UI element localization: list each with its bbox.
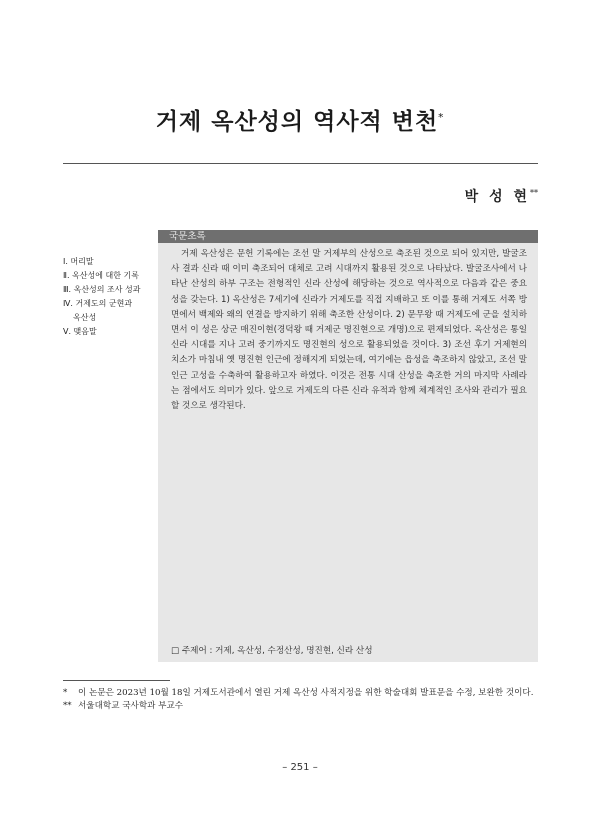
- toc-item-4-continued: 옥산성: [73, 313, 97, 322]
- abstract-heading: 국문초록: [158, 230, 538, 243]
- paper-title: [0, 103, 600, 136]
- abstract-box: [158, 230, 538, 662]
- footnote-divider: [63, 680, 170, 681]
- footnote-1: [63, 687, 539, 700]
- page-number: – 251 –: [282, 762, 318, 773]
- table-of-contents: [63, 255, 159, 339]
- toc-item-1: Ⅰ. 머리말: [63, 257, 94, 266]
- author-footnote-mark: **: [530, 188, 538, 198]
- keywords: □ 주제어 : 거제, 옥산성, 수정산성, 명진현, 신라 산성: [171, 646, 373, 656]
- footnote-2: [63, 700, 539, 713]
- abstract-body: 거제 옥산성은 문헌 기록에는 조선 말 거제부의 산성으로 축조된 것으로 되어 있지만, 발굴조사 결과 신라 때 이미 축조되어 대체로 고려 시대까지 활용된 것으로 나타났다. 발굴조사에서 나타난 산성의 하부 구조는 전형적인 신라 산성에 해당하는 것으로 역사적으로 다음과 같은 중요성을 갖는다. 1) 옥산성은 7세기에 신라가 거제도를 직접 지배하고 또 이를 통해 거제도 서쪽 방면에서 백제와 왜의 연결을 방지하기 위해 축조한 산성이다. 2) 문무왕 때 거제도에 군을 설치하면서 이 성은 상군 매진이현(경덕왕 때 거제군 명진현으로 개명)으로 편제되었다. 옥산성은 통일 신라 시대를 지나 고려 중기까지도 명진현의 성으로 활용되었을 것이다. 3) 조선 후기 거제현의 치소가 마침내 옛 명진현 인근에 정해지게 되었는데, 여기에는 읍성을 축조하지 않았고, 조선 말 인근 고성을 수축하여 활용하고자 하였다. 이것은 전통 시대 산성을 축조한 거의 마지막 사례라는 점에서도 의미가 있다. 앞으로 거제도의 다른 신라 유적과 함께 체계적인 조사와 관리가 필요할 것으로 생각된다.: [171, 249, 527, 412]
- title-text: 거제 옥산성의 역사적 변천: [155, 108, 439, 135]
- toc-item-4: Ⅳ. 거제도의 군현과: [63, 299, 133, 308]
- footnote-2-text: 서울대학교 국사학과 부교수: [78, 701, 184, 711]
- toc-item-3: Ⅲ. 옥산성의 조사 성과: [63, 285, 141, 294]
- footnote-2-mark: **: [63, 701, 72, 711]
- title-divider: [63, 163, 538, 164]
- footnote-1-mark: *: [63, 688, 68, 698]
- toc-item-2: Ⅱ. 옥산성에 대한 기록: [63, 271, 139, 280]
- author-line: [465, 186, 538, 206]
- author-name: 박 성 현: [464, 189, 530, 205]
- footnote-1-text: 이 논문은 2023년 10월 18일 거제도서관에서 열린 거제 옥산성 사적지정을 위한 학술대회 발표문을 수정, 보완한 것이다.: [78, 688, 534, 698]
- footnotes: [63, 687, 539, 713]
- toc-item-5: Ⅴ. 맺음말: [63, 327, 97, 336]
- title-footnote-mark: *: [438, 112, 445, 124]
